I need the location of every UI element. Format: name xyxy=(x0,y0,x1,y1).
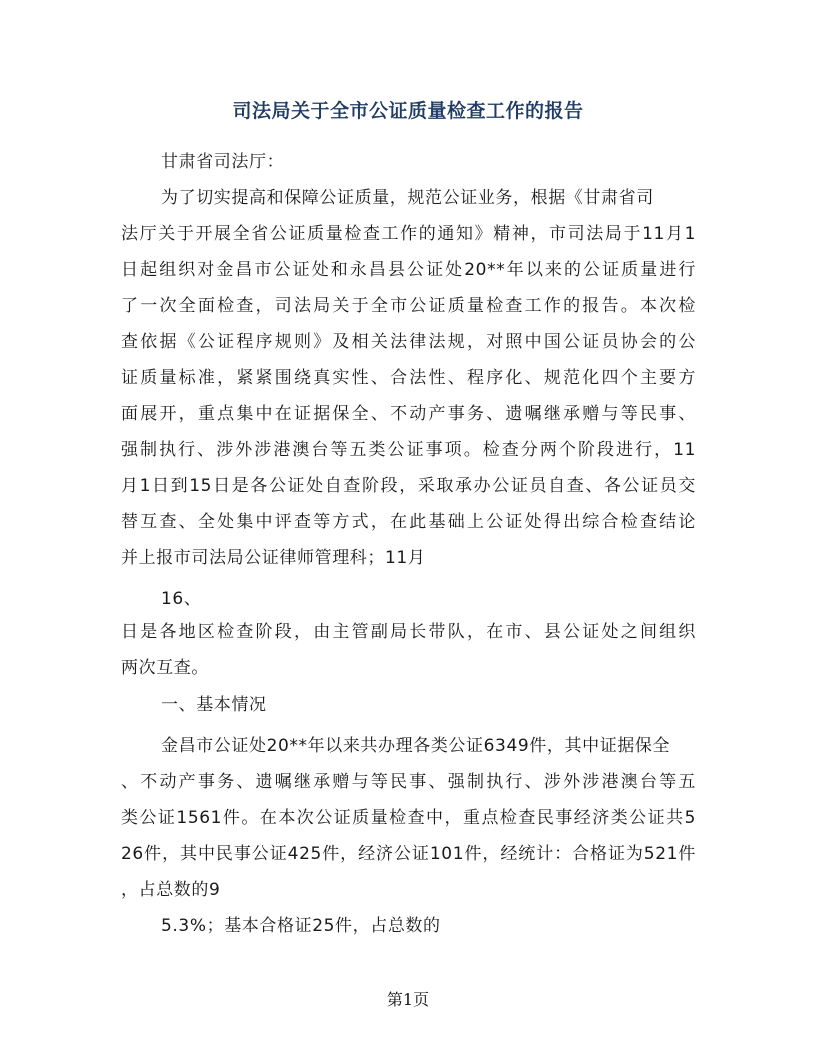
document-title: 司法局关于全市公证质量检查工作的报告 xyxy=(232,100,584,122)
paragraph-line: 金昌市公证处20**年以来共办理各类公证6349件，其中证据保全 xyxy=(161,736,671,756)
page-number: 第1页 xyxy=(386,990,430,1009)
paragraph-line: 26件，其中民事公证425件，经济公证101件，经统计：合格证为521件 xyxy=(121,844,696,864)
paragraph-line: 面展开，重点集中在证据保全、不动产事务、遗嘱继承赠与等民事、 xyxy=(121,404,696,424)
section-heading: 一、基本情况 xyxy=(161,695,267,715)
paragraph-line: 、不动产事务、遗嘱继承赠与等民事、强制执行、涉外涉港澳台等五 xyxy=(121,772,696,792)
paragraph-line: 日是各地区检查阶段，由主管副局长带队，在市、县公证处之间组织 xyxy=(121,622,696,642)
paragraph-line: 替互查、全处集中评查等方式，在此基础上公证处得出综合检查结论 xyxy=(121,512,696,532)
paragraph-line: 证质量标准，紧紧围绕真实性、合法性、程序化、规范化四个主要方 xyxy=(121,368,696,388)
paragraph-line: 强制执行、涉外涉港澳台等五类公证事项。检查分两个阶段进行，11 xyxy=(121,440,696,460)
salutation: 甘肃省司法厅： xyxy=(161,152,285,172)
paragraph-line: 16、 xyxy=(161,589,202,609)
paragraph-line: ，占总数的9 xyxy=(121,880,221,900)
paragraph-line: 类公证1561件。在本次公证质量检查中，重点检查民事经济类公证共5 xyxy=(121,808,696,828)
paragraph-line: 两次互查。 xyxy=(121,658,209,678)
paragraph-line: 5.3%；基本合格证25件，占总数的 xyxy=(161,916,441,936)
paragraph-line: 月1日到15日是各公证处自查阶段，采取承办公证员自查、各公证员交 xyxy=(121,476,696,496)
paragraph-line: 法厅关于开展全省公证质量检查工作的通知》精神，市司法局于11月1 xyxy=(121,224,696,244)
paragraph-line: 了一次全面检查，司法局关于全市公证质量检查工作的报告。本次检 xyxy=(121,296,696,316)
paragraph-line: 查依据《公证程序规则》及相关法律法规，对照中国公证员协会的公 xyxy=(121,332,696,352)
paragraph-line: 为了切实提高和保障公证质量，规范公证业务，根据《甘肃省司 xyxy=(161,188,654,208)
paragraph-line: 并上报市司法局公证律师管理科；11月 xyxy=(121,548,426,568)
paragraph-line: 日起组织对金昌市公证处和永昌县公证处20**年以来的公证质量进行 xyxy=(121,260,696,280)
